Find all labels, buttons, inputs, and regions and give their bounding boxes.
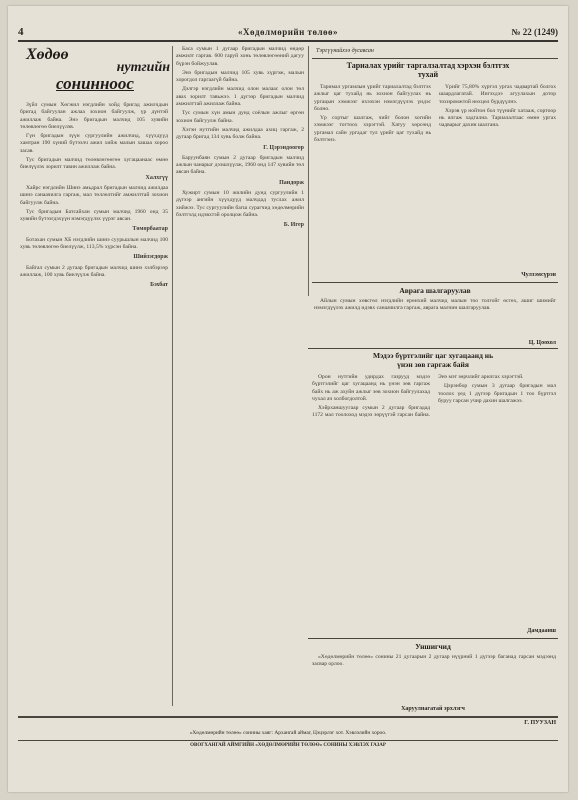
left-column bbox=[20, 102, 168, 707]
bottom-paragraph: Орон нутгийн удирдах газрууд мэдээ бүртгэлийг цаг хугацаанд нь үнэн зөв гаргаж байх нь аж ахуйн ажлыг зөв зохион байгуулахад чухал ач холбогдолтой. bbox=[312, 374, 430, 402]
middle-paragraph: Хэгэн нутгийн малчид ажилдаа ахиц гаргаж, 2 дугаар бригад 134 хувь болж байна. bbox=[176, 126, 304, 141]
middle-paragraph: Дэлгэр нэгдлийн малчид олон малаас олон төл авах зорилт тавьжээ. 1 дүгээр бригадын малчид амжилттай ажиллаж байна. bbox=[176, 86, 304, 108]
left-paragraph: Хайрс нэгдлийн Шинэ амьдрал бригадын малчид ажилдаа шинэ санаачилга гаргаж, мал төллөлтийг амжилттай зохион байгуулж байна. bbox=[20, 184, 168, 206]
newspaper-title: «Хөдөлмөрийн төлөө» bbox=[237, 27, 338, 37]
unshigchid-title: Уншигчид bbox=[415, 642, 451, 651]
bottom-headline-line1: Мэдээ бүртгэлийг цаг хугацаанд нь bbox=[372, 351, 494, 360]
right-section-label: Тэргүүнийхээ дусавсан bbox=[316, 48, 374, 54]
bottom-headline-line2: үнэн зөв гаргаж байя bbox=[397, 360, 469, 369]
bottom-signature: Дамдаанш bbox=[527, 628, 556, 634]
left-paragraph: Тус бригадын малчид төлөвлөгөөгөө хугацаанаас өмнө биелүүлэх зорилт тавин ажиллаж байна. bbox=[20, 157, 168, 171]
middle-paragraph: Баса сумын 1 дугаар бригадын малчид өндөр амжилт гаргав. 600 гаруй хонь төлөвлөгөөний дагуу бүрэн бойжуулав. bbox=[176, 46, 304, 67]
bottom-column bbox=[312, 374, 556, 624]
middle-signature: Г. Цэрэндоогор bbox=[263, 144, 304, 151]
column-rule bbox=[308, 46, 309, 296]
bottom-paragraph: Хэйрханшуугаар сумын 2 дугаар бригадад 1172 мал тоолоход мэдээ зөрүүтэй гарсан байна. Энэ мэт зөрчлийг арилгах хэрэгтэй. bbox=[312, 374, 524, 419]
avarga-title: Аврага шалгаруулав bbox=[399, 286, 471, 295]
avarga-paragraph: Айлын сумын хөвсгөл нэгдлийн ерөнхий малчид малын тоо толгойг өсгөх, ашиг шимийг нэмэгдүүлэх ажилд идэвх санаачилга гаргаж, аврага малчин шалгаруулав. bbox=[314, 298, 556, 312]
right-paragraph: Хэрэв үр нойтон бол түүнийг хатааж, сортоор нь ялгаж хадгална. Тариалалтаас өмнө ургах чадварыг дахин шалгана. bbox=[439, 107, 556, 129]
unshigchid-paragraph: «Хөдөлмөрийн төлөө» сонины 21 дугаарын 2 дугаар нүүрний 1 дүгээр баганад гарсан мэдээнд засвар орлоо. bbox=[312, 654, 556, 668]
right-column bbox=[314, 84, 556, 270]
section-rule bbox=[308, 638, 558, 639]
left-paragraph: Ботахан сумын ХБ нэгдлийн шинэ суурьшлын малчид 100 хувь төлөвлөгөө биелүүлж, 113,5% хүрсэн байна. bbox=[20, 236, 168, 251]
left-paragraph: Тус бригадын Батсайхан сумын малчид 1960 онд 35 хувийн бүтээгдэхүүн нэмэгдүүлэх үүрэг авсан. bbox=[20, 208, 168, 223]
right-paragraph: Үрийг 75,80% хүртэл ургах чадвартай болгох шаардлагатай. Ингэхдээ агуулахын дотор тохиромжтой нөхцөл бүрдүүлнэ. bbox=[439, 84, 556, 105]
middle-paragraph: Энэ бригадын малчид 105 хувь хүргэж, малын хорогдол гаргаагүй байна. bbox=[176, 69, 304, 84]
avarga-signature: Ц. Цоохол bbox=[528, 340, 556, 346]
left-headline-line2: нутгийн bbox=[116, 60, 170, 75]
address-line: «Хөдөлмөрийн төлөө» сонины хаяг: Архангай аймаг, Цэцэрлэг хот. Хэвлэлийн хороо. bbox=[189, 730, 387, 736]
left-paragraph: Зүйл сумын Хөгжил нэгдлийн хойд бригад ажилчдын бригад байгуулан ажлаа зохион байгуулж, үр дүнтэй ажиллаж байна. Энэ бригадын малчид 105 хувийн төлөвлөгөө биелүүлэв. bbox=[20, 102, 168, 130]
masthead bbox=[18, 24, 558, 42]
left-signature: Шийзэгдорж bbox=[133, 254, 168, 261]
bottom-headline bbox=[308, 351, 558, 369]
section-rule bbox=[308, 348, 558, 349]
middle-paragraph: Баруунбаян сумын 2 дугаар бригадын малчид ажлын чанарыг дээшлүүлж, 1960 онд 147 хувийн төл авсан байна. bbox=[176, 154, 304, 176]
unshigchid-body bbox=[312, 654, 556, 690]
section-rule bbox=[312, 282, 558, 283]
left-paragraph: Байгал сумын 2 дугаар бригадын малчид шинэ хэлбэрээр ажиллаж, 100 хувь биелүүлж байна. bbox=[20, 264, 168, 278]
footer-rule bbox=[18, 740, 558, 741]
section-rule bbox=[312, 58, 558, 59]
avarga-body bbox=[314, 298, 556, 338]
middle-signature: Б. Игер bbox=[283, 222, 304, 229]
left-paragraph: Гүн бригадын зүүн сургуулийн ажилчид, хүүхдүүд хамтран 190 хүний бүтээлч ажил хийж малын хашаа хороо засав. bbox=[20, 133, 168, 154]
middle-signature: Пандорж bbox=[279, 179, 304, 186]
editor-name: Г. ПУУЗАН bbox=[524, 720, 556, 726]
printing-line: ОВОГХАНГАЙ АЙМГИЙН «ХӨДӨЛМӨРИЙН ТӨЛӨӨ» СОНИНЫ ХЭВЛЭХ ГАЗАР bbox=[190, 743, 386, 748]
right-headline: Тариалах урийг таргалзалтад хэрхэн бэлтгэх тухай bbox=[346, 61, 510, 79]
newspaper-page bbox=[8, 6, 568, 792]
right-signature: Чулзэмсүрэн bbox=[521, 272, 556, 278]
left-signature: Бэхбат bbox=[150, 282, 168, 289]
middle-paragraph: Хужирт сумын 10 жилийн дунд сургуулийн 1 дүгээр ангийн хүүхдүүд малчдад туслах ажил хийжээ. Тус сургуулийн багш сурагчид хөдөлмөрийн бэлтгэлд идэвхтэй оролцож байна. bbox=[176, 190, 304, 218]
middle-paragraph: Тус сумын хүн амын дунд соёлын ажлыг өргөн зохион байгуулж байна. bbox=[176, 110, 304, 124]
footer-rule bbox=[18, 716, 558, 718]
left-headline bbox=[20, 46, 170, 94]
page-number: 4 bbox=[18, 26, 24, 38]
bureau-label: Харуулнагатай эрхлэгч bbox=[401, 706, 465, 712]
middle-column bbox=[176, 46, 304, 706]
bottom-paragraph: Цэрэнбор сумын 3 дугаар бригадын мал тоолох үед 1 дүгээр бригадын 1 тоо бүртгэл буруу гарсан учир дахин шалгажээ. bbox=[438, 383, 556, 404]
left-signature: Халхгүү bbox=[145, 174, 168, 181]
issue-number: № 22 (1249) bbox=[511, 27, 558, 37]
right-paragraph: Таримал ургамлын үрийг тариалалтад бэлтгэх ажлыг цаг тухайд нь зохион байгуулах нь ургацын хэмжээг ихээхэн нэмэгдүүлэх үндэс болно. bbox=[314, 84, 431, 112]
column-rule bbox=[172, 46, 173, 706]
left-signature: Төмөрбаатар bbox=[132, 226, 168, 233]
left-headline-line1: Хөдөө bbox=[26, 46, 69, 63]
right-paragraph: Үр сортыг шалгаж, чийг болон хогийн хэмжээг тогтоох хэрэгтэй. Хатуу хөрсөнд ургамал сайн ургадаг тул үрийг цаг тухайд нь бэлтгэнэ. bbox=[314, 115, 431, 144]
left-headline-line3: сонинноос bbox=[56, 74, 134, 93]
